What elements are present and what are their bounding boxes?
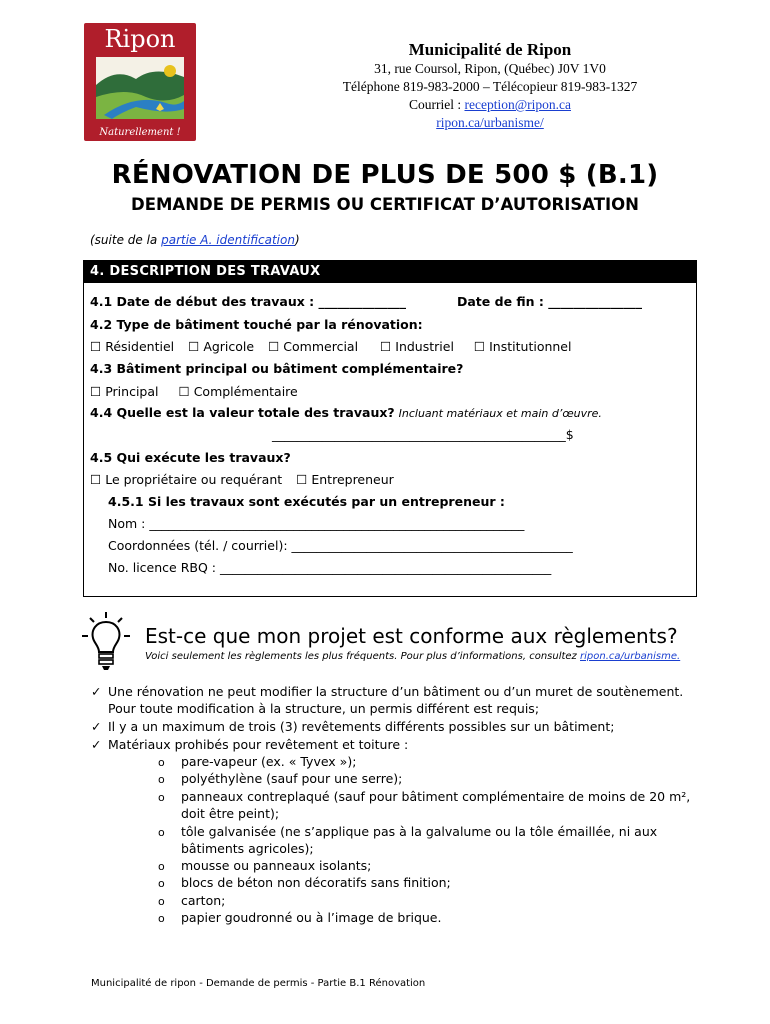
section-4-box — [83, 260, 697, 597]
q45-options — [90, 472, 404, 487]
org-address: 31, rue Coursol, Ripon, (Québec) J0V 1V0 — [374, 61, 606, 76]
conformity-title: Est-ce que mon projet est conforme aux règlements? — [145, 624, 678, 648]
material-item: o pare-vapeur (ex. « Tyvex »); — [158, 754, 357, 769]
checkbox-industriel[interactable]: ☐ Industriel — [380, 339, 454, 354]
checkbox-residentiel[interactable]: ☐ Résidentiel — [90, 339, 174, 354]
rule-item-2 — [91, 719, 614, 734]
conformity-note-text: Voici seulement les règlements les plus fréquents. Pour plus d’informations, consultez — [145, 651, 580, 662]
q42-label: 4.2 Type de bâtiment touché par la rénovation: — [90, 317, 423, 332]
q43-label: 4.3 Bâtiment principal ou bâtiment complémentaire? — [90, 361, 464, 376]
q41-start-date[interactable]: 4.1 Date de début des travaux : ______________ — [90, 294, 407, 309]
material-item: o mousse ou panneaux isolants; — [158, 858, 372, 873]
material-item-cont: doit être peint); — [181, 806, 280, 821]
org-website-line — [320, 115, 660, 131]
suite-note — [90, 233, 300, 247]
material-item: o papier goudronné ou à l’image de brique. — [158, 910, 442, 925]
org-name: Municipalité de Ripon — [408, 40, 572, 59]
material-text: papier goudronné ou à l’image de brique. — [181, 910, 442, 925]
q41-end-date[interactable]: Date de fin : _______________ — [457, 294, 643, 309]
material-text: carton; — [181, 893, 226, 908]
checkbox-institutionnel[interactable]: ☐ Institutionnel — [474, 339, 572, 354]
checkbox-principal[interactable]: ☐ Principal — [90, 384, 158, 399]
checkbox-commercial[interactable]: ☐ Commercial — [268, 339, 358, 354]
suite-prefix: (suite de la — [90, 233, 162, 247]
rule-text-2: Il y a un maximum de trois (3) revêtements différents possibles sur un bâtiment; — [108, 719, 615, 734]
q44-label: 4.4 Quelle est la valeur totale des travaux? — [90, 405, 395, 420]
lightbulb-icon — [82, 612, 130, 672]
rule-text-3: Matériaux prohibés pour revêtement et toiture : — [108, 737, 409, 752]
conformity-note — [145, 651, 680, 662]
q44-value-field[interactable]: _______________________________________________$ — [272, 427, 574, 442]
suite-suffix: ) — [294, 233, 300, 247]
page-title: RÉNOVATION DE PLUS DE 500 $ (B.1) — [111, 160, 659, 190]
checkbox-complementaire[interactable]: ☐ Complémentaire — [178, 384, 297, 399]
material-item: o carton; — [158, 893, 226, 908]
page-subtitle: DEMANDE DE PERMIS OU CERTIFICAT D’AUTORISATION — [131, 195, 639, 214]
q451-label: 4.5.1 Si les travaux sont exécutés par un entrepreneur : — [108, 494, 505, 509]
rule-item-3 — [91, 737, 408, 752]
material-item: o blocs de béton non décoratifs sans finition; — [158, 875, 451, 890]
q44-row — [90, 405, 602, 420]
q42-options — [90, 339, 581, 354]
material-item-cont: bâtiments agricoles); — [181, 841, 314, 856]
logo-slogan: Naturellement ! — [99, 127, 181, 138]
email-link[interactable]: reception@ripon.ca — [464, 97, 571, 112]
email-label: Courriel : — [408, 97, 465, 112]
landscape-logo-image — [96, 57, 184, 119]
page-footer: Municipalité de ripon - Demande de permis - Partie B.1 Rénovation — [91, 978, 426, 989]
rule-item-1 — [91, 684, 683, 699]
logo-title: Ripon — [104, 25, 176, 53]
municipality-logo — [84, 23, 196, 141]
material-text: polyéthylène (sauf pour une serre); — [181, 771, 403, 786]
website-link[interactable]: ripon.ca/urbanisme/ — [436, 115, 544, 130]
contractor-rbq-field[interactable]: No. licence RBQ : _____________________________________________________ — [108, 560, 552, 575]
part-a-link[interactable]: partie A. identification — [161, 233, 295, 247]
contractor-contact-field[interactable]: Coordonnées (tél. / courriel): _____________________________________________ — [108, 538, 573, 553]
q43-options — [90, 384, 308, 399]
material-item: o polyéthylène (sauf pour une serre); — [158, 771, 403, 786]
q45-label: 4.5 Qui exécute les travaux? — [90, 450, 291, 465]
rule-item-1-cont: Pour toute modification à la structure, un permis différent est requis; — [108, 701, 540, 716]
checkbox-agricole[interactable]: ☐ Agricole — [188, 339, 254, 354]
checkbox-entrepreneur[interactable]: ☐ Entrepreneur — [296, 472, 394, 487]
material-text: mousse ou panneaux isolants; — [181, 858, 372, 873]
section-4-heading: 4. DESCRIPTION DES TRAVAUX — [84, 261, 696, 283]
org-phone: Téléphone 819-983-2000 – Télécopieur 819-983-1327 — [342, 79, 638, 94]
material-text: pare-vapeur (ex. « Tyvex »); — [181, 754, 357, 769]
urbanisme-link[interactable]: ripon.ca/urbanisme. — [580, 651, 681, 662]
rule-text-1: Une rénovation ne peut modifier la structure d’un bâtiment ou d’un muret de soutènement. — [108, 684, 684, 699]
org-email-line — [320, 97, 660, 113]
material-item: o panneaux contreplaqué (sauf pour bâtiment complémentaire de moins de 20 m², — [158, 789, 691, 804]
material-text: blocs de béton non décoratifs sans finition; — [181, 875, 451, 890]
contractor-name-field[interactable]: Nom : ____________________________________________________________ — [108, 516, 525, 531]
material-item: o tôle galvanisée (ne s’applique pas à la galvalume ou la tôle émaillée, ni aux — [158, 824, 658, 839]
q44-note: Incluant matériaux et main d’œuvre. — [398, 407, 602, 420]
material-text: tôle galvanisée (ne s’applique pas à la galvalume ou la tôle émaillée, ni aux — [181, 824, 658, 839]
checkbox-proprietaire[interactable]: ☐ Le propriétaire ou requérant — [90, 472, 282, 487]
material-text: panneaux contreplaqué (sauf pour bâtiment complémentaire de moins de 20 m², — [181, 789, 691, 804]
